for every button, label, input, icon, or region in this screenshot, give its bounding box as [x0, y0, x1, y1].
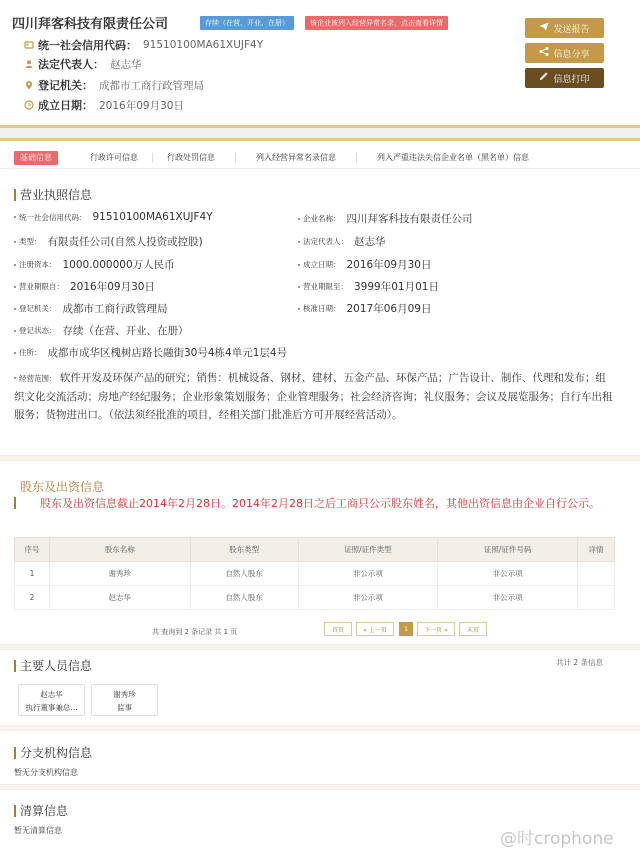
bullet-dot [14, 264, 16, 266]
cell-index: 2 [15, 586, 50, 610]
address-value: 成都市成华区槐树店路长融街30号4栋4单元1层4号 [47, 347, 288, 359]
scope-label: 经营范围： [19, 374, 57, 383]
header-legal-rep-label: 法定代表人： [38, 58, 104, 71]
tab-separator [152, 153, 153, 163]
share-info-label: 信息分享 [553, 49, 590, 60]
header-established-label: 成立日期： [38, 99, 93, 112]
license-authority [14, 301, 168, 316]
approval-date-value: 2017年06月09日 [346, 303, 432, 315]
bullet-dot [298, 308, 300, 310]
col-detail: 详情 [578, 538, 615, 562]
abnormal-warning-badge[interactable]: 该企业被列入经营异常名录，点击查看详情 [305, 16, 448, 30]
scope-value: 软件开发及环保产品的研究；销售：机械设备、钢材、建材、五金产品、环保产品；广告设计、制作、代理和发布；组织文化交流活动；房地产经纪服务；企业形象策划服务；企业管理服务；社会经济咨询；礼仪服务；会议及展览服务；自行车出租服务；货物进出口。（依法须经批准的项目，经相关部门批准后方可开展经营活动）。 [14, 372, 613, 421]
tab-basic-info[interactable]: 基础信息 [14, 151, 58, 165]
liquidation-title-text: 清算信息 [20, 804, 69, 818]
title-accent-bar [14, 497, 16, 509]
pager-first-button[interactable]: 首页 [324, 622, 352, 636]
person-role: 监事 [117, 703, 132, 712]
tab-admin-penalty[interactable]: 行政处罚信息 [167, 152, 215, 162]
header-credit-code-label: 统一社会信用代码： [38, 39, 137, 52]
reg-status-label: 登记状态： [19, 326, 57, 335]
send-report-button[interactable] [525, 18, 604, 38]
bullet-dot [14, 330, 16, 332]
shareholder-section-title [20, 478, 104, 495]
col-index: 序号 [15, 538, 50, 562]
license-credit-code [14, 211, 213, 223]
term-from-value: 2016年09月30日 [70, 281, 155, 293]
cell-type: 自然人股东 [190, 586, 298, 610]
share-info-button[interactable] [525, 43, 604, 63]
section-divider [0, 644, 640, 650]
authority-value: 成都市工商行政管理局 [62, 303, 168, 315]
table-row [15, 586, 615, 610]
person-role: 执行董事兼总... [25, 703, 78, 712]
bullet-dot [14, 308, 16, 310]
term-to-value: 3999年01月01日 [354, 281, 439, 293]
personnel-title-text: 主要人员信息 [20, 659, 93, 673]
title-accent-bar [14, 189, 16, 201]
bullet-dot [298, 264, 300, 266]
cell-type: 自然人股东 [190, 562, 298, 586]
shareholder-notice: 股东及出资信息截止2014年2月28日。2014年2月28日之后工商只公示股东姓名，其他出资信息由企业自行公示。 [40, 497, 600, 510]
license-company-name [298, 211, 473, 226]
header-legal-rep-row [24, 55, 142, 73]
liquidation-section-title [14, 802, 68, 819]
bullet-dot [14, 216, 16, 218]
license-address [14, 345, 287, 360]
legal-rep-label: 法定代表人： [303, 237, 348, 246]
share-icon [539, 47, 549, 59]
license-section-title [14, 186, 92, 203]
send-icon [539, 22, 549, 34]
header-credit-code-value: 91510100MA61XUJF4Y [143, 39, 264, 51]
edit-icon [539, 72, 549, 84]
cell-detail[interactable] [578, 586, 615, 610]
cell-id-type: 非公示项 [298, 586, 438, 610]
credit-code-value: 91510100MA61XUJF4Y [92, 211, 213, 223]
pager-next-button[interactable]: 下一页 » [417, 622, 455, 636]
license-type [14, 234, 203, 249]
liquidation-empty-text: 暂无清算信息 [14, 826, 62, 835]
person-card[interactable] [91, 684, 158, 716]
personnel-section-title [14, 657, 92, 674]
bullet-dot [298, 218, 300, 220]
pager-info: 共 查询到 2 条记录 共 1 页 [152, 628, 238, 636]
pager-prev-button[interactable]: « 上一页 [356, 622, 394, 636]
print-info-button[interactable] [525, 68, 604, 88]
company-header [0, 0, 640, 128]
main-panel [0, 138, 640, 852]
tab-separator [356, 153, 357, 163]
section-divider [0, 455, 640, 461]
license-capital [14, 257, 175, 272]
license-title-text: 营业执照信息 [20, 188, 93, 202]
license-approval-date [298, 301, 431, 316]
shareholder-table [14, 537, 615, 610]
col-id-number: 证照/证件号码 [438, 538, 578, 562]
capital-label: 注册资本： [19, 260, 57, 269]
license-legal-rep [298, 234, 386, 249]
cell-id-number: 非公示项 [438, 562, 578, 586]
header-established-value: 2016年09月30日 [99, 99, 184, 112]
credit-code-label: 统一社会信用代码： [19, 212, 87, 222]
col-id-type: 证照/证件类型 [298, 538, 438, 562]
tab-admin-license[interactable]: 行政许可信息 [90, 152, 138, 162]
branches-section-title [14, 744, 92, 761]
person-card[interactable] [18, 684, 85, 716]
header-legal-rep-value: 赵志华 [110, 58, 142, 71]
established-label: 成立日期： [303, 260, 341, 269]
header-credit-code-row [24, 36, 263, 54]
table-header-row [15, 538, 615, 562]
tab-blacklist[interactable]: 列入严重违法失信企业名单（黑名单）信息 [377, 152, 529, 162]
cell-id-type: 非公示项 [298, 562, 438, 586]
location-pin-icon [24, 80, 34, 90]
branches-empty-text: 暂无分支机构信息 [14, 768, 78, 777]
type-label: 类型： [19, 237, 42, 246]
company-name: 四川拜客科技有限责任公司 [12, 17, 169, 32]
title-accent-bar [14, 660, 16, 672]
bullet-dot [298, 241, 300, 243]
clock-icon [24, 100, 34, 110]
header-authority-label: 登记机关： [38, 79, 93, 92]
pager-current-page[interactable]: 1 [399, 622, 413, 636]
header-authority-value: 成都市工商行政管理局 [99, 79, 204, 92]
term-to-label: 营业期限至： [303, 282, 348, 291]
section-divider [0, 784, 640, 790]
business-scope [14, 369, 614, 424]
send-report-label: 发送报告 [553, 24, 590, 35]
cell-name: 赵志华 [49, 586, 190, 610]
cell-name: 谢秀珍 [49, 562, 190, 586]
legal-rep-value: 赵志华 [354, 236, 386, 248]
shareholder-title-text: 股东及出资信息 [20, 480, 105, 494]
title-accent-bar [14, 747, 16, 759]
id-card-icon [24, 40, 34, 50]
company-name-value: 四川拜客科技有限责任公司 [346, 213, 473, 225]
approval-date-label: 核准日期： [303, 304, 341, 313]
bullet-dot [14, 286, 16, 288]
reg-status-value: 存续（在营、开业、在册） [62, 325, 189, 337]
term-from-label: 营业期限自： [19, 282, 64, 291]
branches-title-text: 分支机构信息 [20, 746, 93, 760]
license-reg-status [14, 323, 189, 338]
capital-value: 1000.000000万人民币 [62, 259, 175, 271]
established-value: 2016年09月30日 [346, 259, 432, 271]
status-badge: 存续（在营、开业、在册） [200, 16, 294, 30]
authority-label: 登记机关： [19, 304, 57, 313]
header-established-row [24, 96, 184, 114]
col-type: 股东类型 [190, 538, 298, 562]
pager-last-button[interactable]: 末页 [459, 622, 487, 636]
table-row [15, 562, 615, 586]
license-established [298, 257, 431, 272]
title-accent-bar [14, 805, 16, 817]
license-term-from [14, 279, 155, 294]
info-tabs [0, 147, 640, 169]
address-label: 住所： [19, 348, 42, 357]
bullet-dot [14, 241, 16, 243]
col-name: 股东名称 [49, 538, 190, 562]
cell-index: 1 [15, 562, 50, 586]
cell-id-number: 非公示项 [438, 586, 578, 610]
bullet-dot [14, 352, 16, 354]
person-icon [24, 59, 34, 69]
personnel-total-count: 共计 2 条信息 [555, 658, 603, 667]
tab-abnormal-list[interactable]: 列入经营异常名录信息 [256, 152, 336, 162]
license-term-to [298, 279, 439, 294]
print-info-label: 信息打印 [553, 74, 590, 85]
header-authority-row [24, 76, 204, 94]
section-divider [0, 725, 640, 731]
person-name: 赵志华 [40, 690, 63, 699]
bullet-dot [14, 377, 16, 379]
watermark: @时crophone [500, 829, 614, 849]
cell-detail[interactable] [578, 562, 615, 586]
person-name: 谢秀珍 [113, 690, 136, 699]
type-value: 有限责任公司(自然人投资或控股) [47, 236, 203, 248]
tab-separator [235, 153, 236, 163]
bullet-dot [298, 286, 300, 288]
company-name-label: 企业名称： [303, 214, 341, 223]
